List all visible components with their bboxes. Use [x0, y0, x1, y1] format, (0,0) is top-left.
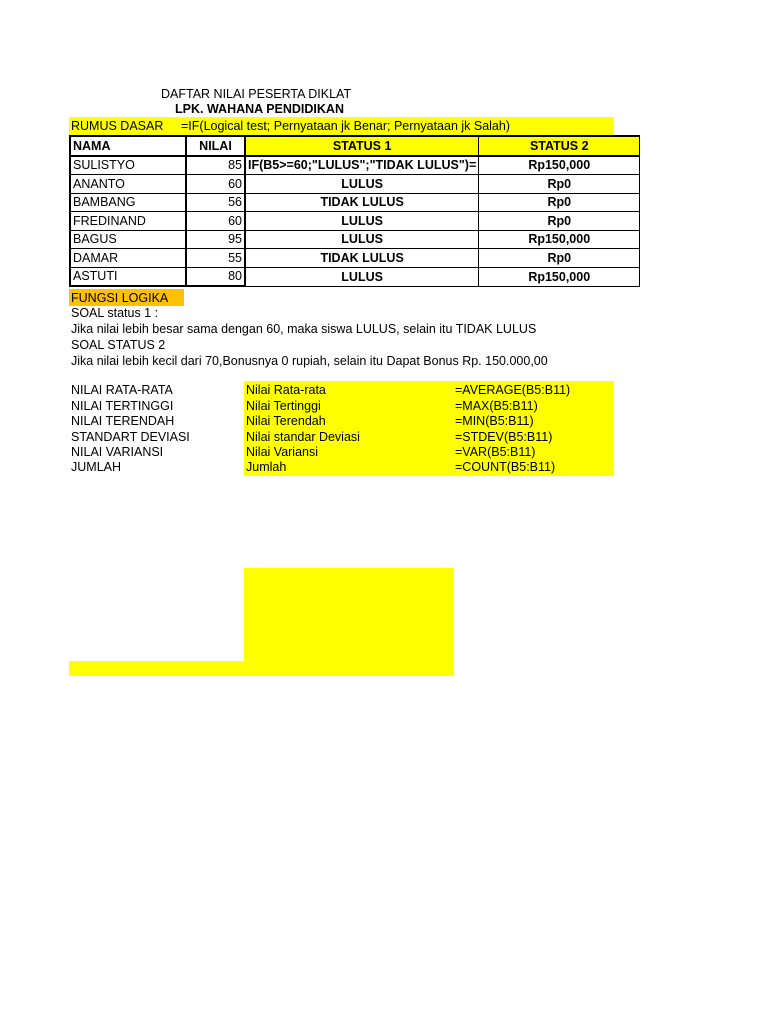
cell-nilai[interactable]: 55: [186, 249, 245, 268]
cell-status2[interactable]: Rp150,000: [479, 267, 640, 286]
yellow-block-upper: [244, 568, 454, 661]
cell-status1-formula[interactable]: =IF(B5>=60;"LULUS";"TIDAK LULUS"): [245, 156, 479, 175]
cell-status1[interactable]: TIDAK LULUS: [245, 193, 479, 212]
table-row: [70, 212, 640, 231]
soal1-title: SOAL status 1 :: [71, 306, 159, 320]
stat-formula[interactable]: =MIN(B5:B11): [455, 414, 534, 428]
stat-formula[interactable]: =AVERAGE(B5:B11): [455, 383, 571, 397]
fungsi-label: FUNGSI LOGIKA: [71, 291, 169, 305]
table-row: [70, 267, 640, 286]
stat-desc[interactable]: Nilai Variansi: [246, 445, 319, 459]
header-nama[interactable]: NAMA: [70, 136, 186, 156]
rumus-formula: =IF(Logical test; Pernyataan jk Benar; Pernyataan jk Salah): [181, 119, 510, 133]
header-status1[interactable]: STATUS 1: [245, 136, 479, 156]
cell-nama[interactable]: BAGUS: [70, 230, 186, 249]
table-row: [70, 249, 640, 268]
cell-nama[interactable]: DAMAR: [70, 249, 186, 268]
cell-status2[interactable]: Rp150,000: [479, 230, 640, 249]
score-table: [69, 135, 640, 287]
cell-nilai[interactable]: 95: [186, 230, 245, 249]
stat-label: NILAI TERENDAH: [71, 414, 175, 428]
page-title: DAFTAR NILAI PESERTA DIKLAT: [161, 87, 352, 101]
cell-status1[interactable]: LULUS: [245, 175, 479, 194]
page-subtitle: LPK. WAHANA PENDIDIKAN: [175, 102, 344, 116]
cell-nama[interactable]: BAMBANG: [70, 193, 186, 212]
table-row: [70, 193, 640, 212]
stat-label: NILAI TERTINGGI: [71, 399, 174, 413]
cell-status2[interactable]: Rp150,000: [479, 156, 640, 175]
stat-label: JUMLAH: [71, 460, 122, 474]
cell-nama[interactable]: SULISTYO: [70, 156, 186, 175]
cell-nilai[interactable]: 56: [186, 193, 245, 212]
yellow-block-lower: [69, 661, 454, 676]
soal2-title: SOAL STATUS 2: [71, 338, 166, 352]
soal1-text: Jika nilai lebih besar sama dengan 60, maka siswa LULUS, selain itu TIDAK LULUS: [71, 322, 537, 336]
cell-nilai[interactable]: 80: [186, 267, 245, 286]
header-nilai[interactable]: NILAI: [186, 136, 245, 156]
stat-formula[interactable]: =STDEV(B5:B11): [455, 430, 553, 444]
cell-status2[interactable]: Rp0: [479, 193, 640, 212]
stat-label: NILAI VARIANSI: [71, 445, 164, 459]
table-header-row: [70, 136, 640, 156]
stat-label: NILAI RATA-RATA: [71, 383, 173, 397]
rumus-label: RUMUS DASAR: [71, 119, 164, 133]
cell-status1[interactable]: LULUS: [245, 230, 479, 249]
cell-status2[interactable]: Rp0: [479, 175, 640, 194]
cell-status1[interactable]: LULUS: [245, 212, 479, 231]
stat-label: STANDART DEVIASI: [71, 430, 190, 444]
cell-nama[interactable]: ASTUTI: [70, 267, 186, 286]
header-status2[interactable]: STATUS 2: [479, 136, 640, 156]
soal2-text: Jika nilai lebih kecil dari 70,Bonusnya 0 rupiah, selain itu Dapat Bonus Rp. 150.000,00: [71, 354, 548, 368]
table-row: [70, 156, 640, 175]
table-row: [70, 230, 640, 249]
cell-nilai[interactable]: 60: [186, 212, 245, 231]
stat-desc[interactable]: Nilai Rata-rata: [246, 383, 326, 397]
cell-nama[interactable]: FREDINAND: [70, 212, 186, 231]
cell-nama[interactable]: ANANTO: [70, 175, 186, 194]
stat-formula[interactable]: =VAR(B5:B11): [455, 445, 536, 459]
stat-formula[interactable]: =MAX(B5:B11): [455, 399, 538, 413]
table-row: [70, 175, 640, 194]
stat-desc[interactable]: Nilai Terendah: [246, 414, 326, 428]
cell-status2[interactable]: Rp0: [479, 249, 640, 268]
cell-status1[interactable]: TIDAK LULUS: [245, 249, 479, 268]
cell-nilai[interactable]: 85: [186, 156, 245, 175]
stat-desc[interactable]: Nilai Tertinggi: [246, 399, 321, 413]
stat-desc[interactable]: Jumlah: [246, 460, 287, 474]
cell-nilai[interactable]: 60: [186, 175, 245, 194]
cell-status1[interactable]: LULUS: [245, 267, 479, 286]
stat-formula[interactable]: =COUNT(B5:B11): [455, 460, 556, 474]
cell-status2[interactable]: Rp0: [479, 212, 640, 231]
stat-desc[interactable]: Nilai standar Deviasi: [246, 430, 360, 444]
